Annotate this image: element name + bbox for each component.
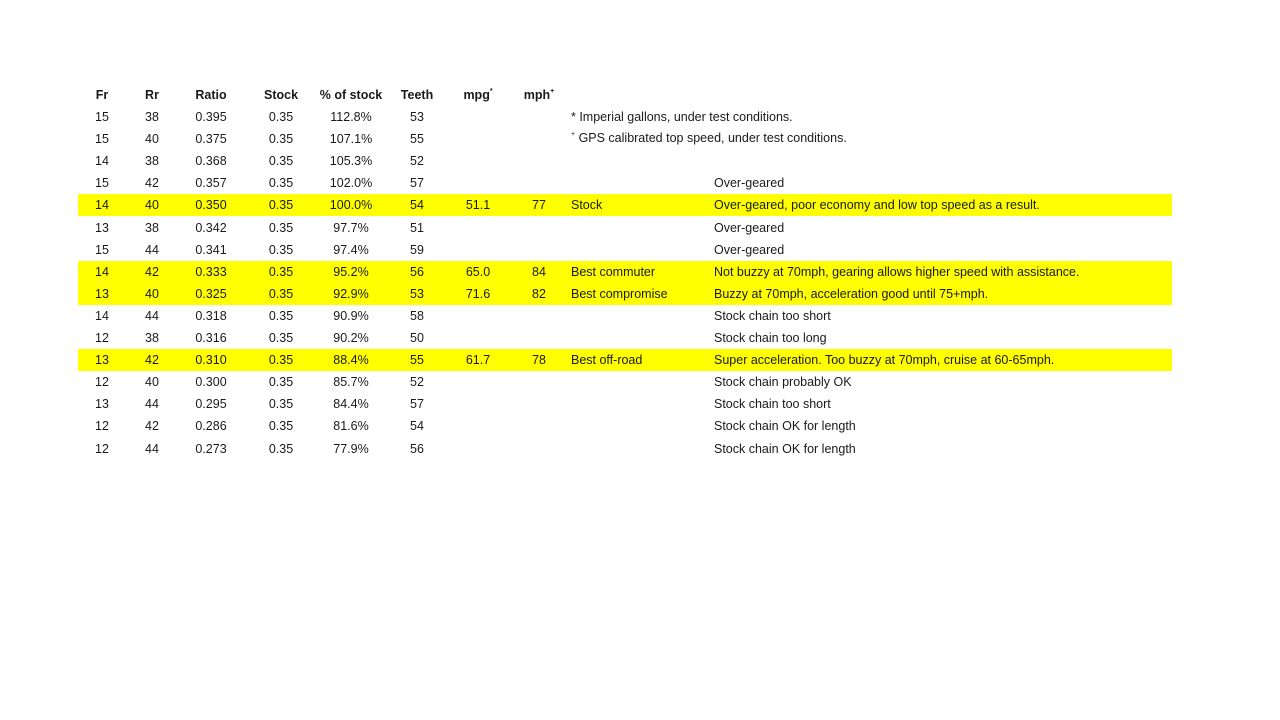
cell-fr: 14 — [95, 198, 109, 213]
cell-rr: 40 — [145, 132, 159, 147]
cell-comment: Stock chain OK for length — [714, 441, 856, 456]
cell-pct: 92.9% — [333, 286, 369, 301]
cell-ratio: 0.286 — [195, 419, 227, 434]
table-header-row — [78, 84, 1172, 106]
cell-fr: 12 — [95, 375, 109, 390]
cell-stock: 0.35 — [268, 441, 294, 456]
table-row — [78, 371, 1172, 393]
cell-stock: 0.35 — [268, 353, 294, 368]
cell-teeth: 56 — [410, 441, 424, 456]
cell-comment: Buzzy at 70mph, acceleration good until 75+mph. — [714, 286, 989, 301]
cell-ratio: 0.310 — [195, 353, 227, 368]
header-mph-footnote-mark: + — [550, 88, 555, 95]
table-row — [78, 349, 1172, 371]
cell-pct: 81.6% — [333, 419, 369, 434]
cell-mpg: 61.7 — [465, 353, 491, 368]
cell-fr: 14 — [95, 264, 109, 279]
cell-rr: 42 — [145, 264, 159, 279]
cell-stock: 0.35 — [268, 419, 294, 434]
cell-fr: 14 — [95, 154, 109, 169]
cell-comment: Stock chain too long — [714, 331, 827, 345]
cell-pct: 90.9% — [333, 308, 369, 323]
cell-rr: 40 — [145, 198, 159, 213]
cell-comment: Stock chain OK for length — [714, 419, 856, 434]
cell-teeth: 52 — [410, 375, 424, 390]
cell-rating: Best commuter — [571, 264, 656, 279]
cell-teeth: 50 — [410, 331, 424, 345]
header-mpg-footnote-mark: * — [489, 88, 493, 95]
cell-stock: 0.35 — [268, 220, 294, 235]
cell-pct: 97.7% — [333, 220, 369, 235]
cell-pct: 107.1% — [329, 132, 373, 147]
table-row — [78, 327, 1172, 349]
header-percent-of-stock: % of stock — [319, 88, 383, 102]
cell-comment: Stock chain too short — [714, 397, 831, 412]
cell-fr: 15 — [95, 242, 109, 257]
cell-rating: Stock — [571, 198, 603, 213]
cell-comment: Over-geared — [714, 242, 785, 257]
cell-rr: 44 — [145, 308, 159, 323]
cell-stock: 0.35 — [268, 154, 294, 169]
cell-pct: 90.2% — [333, 331, 369, 345]
cell-comment: Over-geared — [714, 176, 785, 191]
cell-mpg: 51.1 — [465, 198, 491, 213]
footnote-mph-mark: + — [571, 131, 576, 138]
cell-stock: 0.35 — [268, 397, 294, 412]
cell-ratio: 0.375 — [195, 132, 227, 147]
cell-pct: 112.8% — [330, 110, 372, 124]
cell-mph: 82 — [532, 286, 546, 301]
header-mpg-label: mpg — [463, 88, 490, 102]
cell-rr: 38 — [145, 331, 159, 345]
footnote-mpg: * Imperial gallons, under test conditions. — [571, 110, 793, 124]
cell-fr: 15 — [95, 110, 109, 124]
cell-rating: Best off-road — [571, 353, 643, 368]
cell-comment: Not buzzy at 70mph, gearing allows higher speed with assistance. — [714, 264, 1080, 279]
cell-comment: Stock chain too short — [714, 308, 831, 323]
cell-rr: 44 — [145, 397, 159, 412]
cell-rr: 44 — [145, 441, 159, 456]
table-row — [78, 393, 1172, 415]
cell-ratio: 0.357 — [195, 176, 227, 191]
cell-stock: 0.35 — [268, 132, 294, 147]
cell-fr: 14 — [95, 308, 109, 323]
cell-comment: Super acceleration. Too buzzy at 70mph, cruise at 60-65mph. — [714, 353, 1055, 368]
cell-ratio: 0.350 — [195, 198, 227, 213]
cell-ratio: 0.325 — [195, 286, 227, 301]
cell-pct: 88.4% — [333, 353, 369, 368]
cell-ratio: 0.318 — [195, 308, 227, 323]
cell-teeth: 51 — [410, 220, 424, 235]
cell-ratio: 0.395 — [195, 110, 227, 124]
cell-mph: 78 — [532, 353, 546, 368]
cell-rr: 40 — [145, 375, 159, 390]
cell-pct: 105.3% — [329, 154, 373, 169]
table-row — [78, 172, 1172, 194]
cell-pct: 84.4% — [333, 397, 369, 412]
header-teeth: Teeth — [400, 88, 434, 102]
cell-fr: 13 — [95, 286, 109, 301]
header-mph — [524, 84, 554, 106]
footnote-mph-text: GPS calibrated top speed, under test conditions. — [575, 131, 847, 145]
table-row — [78, 261, 1172, 283]
cell-stock: 0.35 — [268, 264, 294, 279]
cell-ratio: 0.342 — [195, 220, 227, 235]
cell-teeth: 53 — [410, 286, 424, 301]
cell-fr: 13 — [95, 353, 109, 368]
header-fr: Fr — [95, 88, 109, 102]
cell-rr: 42 — [145, 353, 159, 368]
cell-rr: 40 — [145, 286, 159, 301]
cell-fr: 15 — [95, 132, 109, 147]
cell-rr: 38 — [145, 110, 159, 124]
cell-rr: 38 — [145, 220, 159, 235]
table-row — [78, 106, 1172, 128]
cell-mpg: 65.0 — [465, 264, 491, 279]
cell-teeth: 52 — [410, 154, 424, 169]
cell-teeth: 55 — [410, 353, 424, 368]
cell-comment: Over-geared — [714, 220, 785, 235]
header-mph-label: mph — [523, 88, 551, 102]
cell-mph: 84 — [532, 264, 546, 279]
table-row — [78, 150, 1172, 172]
cell-fr: 12 — [95, 441, 109, 456]
header-mpg — [463, 84, 492, 106]
cell-teeth: 54 — [410, 198, 424, 213]
cell-ratio: 0.273 — [195, 441, 227, 456]
cell-pct: 77.9% — [333, 441, 369, 456]
table-row — [78, 305, 1172, 327]
cell-mpg: 71.6 — [465, 286, 491, 301]
cell-ratio: 0.300 — [195, 375, 227, 390]
cell-rr: 38 — [145, 154, 159, 169]
table-row — [78, 415, 1172, 437]
cell-teeth: 55 — [410, 132, 424, 147]
cell-stock: 0.35 — [268, 308, 294, 323]
cell-rr: 44 — [145, 242, 159, 257]
cell-teeth: 54 — [410, 419, 424, 434]
cell-ratio: 0.316 — [195, 331, 227, 345]
cell-rr: 42 — [145, 419, 159, 434]
cell-teeth: 57 — [410, 397, 424, 412]
table-row — [78, 128, 1172, 150]
cell-rr: 42 — [145, 176, 159, 191]
cell-rating: Best compromise — [571, 286, 668, 301]
cell-mph: 77 — [532, 198, 546, 213]
cell-teeth: 56 — [410, 264, 424, 279]
cell-pct: 97.4% — [333, 242, 369, 257]
cell-fr: 15 — [95, 176, 109, 191]
cell-ratio: 0.341 — [195, 242, 227, 257]
table-row — [78, 239, 1172, 261]
cell-fr: 13 — [95, 397, 109, 412]
cell-ratio: 0.333 — [195, 264, 227, 279]
cell-pct: 85.7% — [333, 375, 369, 390]
cell-teeth: 57 — [410, 176, 424, 191]
table-row — [78, 217, 1172, 239]
cell-comment: Over-geared, poor economy and low top speed as a result. — [714, 198, 1040, 213]
cell-fr: 13 — [95, 220, 109, 235]
cell-teeth: 58 — [410, 308, 424, 323]
cell-stock: 0.35 — [268, 198, 294, 213]
cell-stock: 0.35 — [268, 110, 294, 124]
cell-pct: 95.2% — [333, 264, 369, 279]
header-ratio: Ratio — [195, 88, 227, 102]
cell-teeth: 53 — [410, 110, 424, 124]
cell-comment: Stock chain probably OK — [714, 375, 852, 390]
header-rr: Rr — [145, 88, 159, 102]
cell-stock: 0.35 — [268, 331, 294, 345]
table-row — [78, 438, 1172, 460]
table-row — [78, 283, 1172, 305]
cell-stock: 0.35 — [268, 375, 294, 390]
cell-stock: 0.35 — [268, 242, 294, 257]
cell-teeth: 59 — [410, 242, 424, 257]
cell-stock: 0.35 — [268, 176, 294, 191]
cell-pct: 102.0% — [329, 176, 373, 191]
cell-fr: 12 — [95, 331, 109, 345]
table-row — [78, 194, 1172, 216]
cell-fr: 12 — [95, 419, 109, 434]
header-stock: Stock — [263, 88, 299, 102]
cell-ratio: 0.295 — [195, 397, 227, 412]
cell-stock: 0.35 — [268, 286, 294, 301]
cell-pct: 100.0% — [329, 198, 373, 213]
cell-ratio: 0.368 — [195, 154, 227, 169]
